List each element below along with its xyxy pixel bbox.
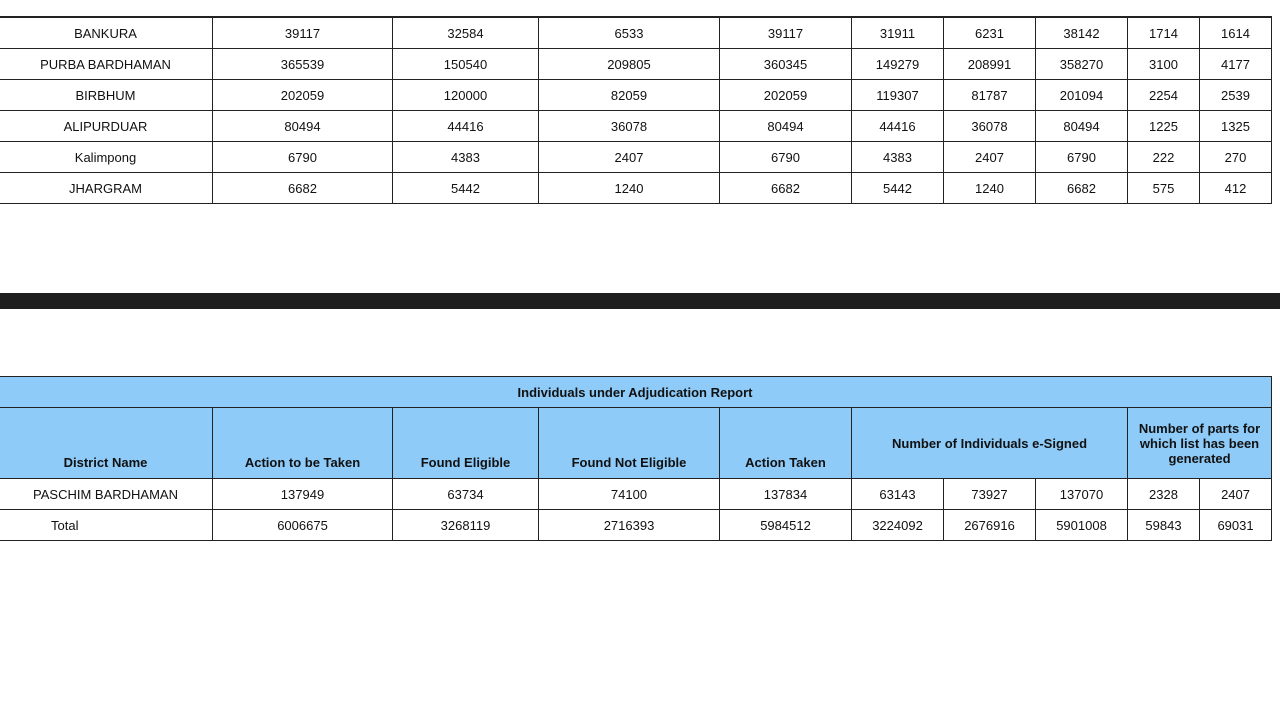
- column-header-e-signed: Number of Individuals e-Signed: [852, 408, 1128, 479]
- table-row: [0, 111, 1272, 142]
- table-cell: 2328: [1128, 479, 1200, 510]
- table-cell: 150540: [393, 49, 539, 80]
- table-cell: 412: [1200, 173, 1272, 204]
- table-cell: 360345: [720, 49, 852, 80]
- table-cell: 137949: [213, 479, 393, 510]
- table-cell: 358270: [1036, 49, 1128, 80]
- district-name-cell: Kalimpong: [0, 142, 213, 173]
- table-cell: 80494: [213, 111, 393, 142]
- district-name-cell: PURBA BARDHAMAN: [0, 49, 213, 80]
- district-name-cell: PASCHIM BARDHAMAN: [0, 479, 213, 510]
- table-cell: 3268119: [393, 510, 539, 541]
- table-cell: 1240: [539, 173, 720, 204]
- table-cell: 202059: [720, 80, 852, 111]
- table-cell: 119307: [852, 80, 944, 111]
- district-name-cell: BIRBHUM: [0, 80, 213, 111]
- table-cell: 149279: [852, 49, 944, 80]
- table-cell: 6790: [1036, 142, 1128, 173]
- adjudication-report-table: [0, 376, 1272, 541]
- table-cell: 1614: [1200, 17, 1272, 49]
- table-cell: 59843: [1128, 510, 1200, 541]
- table-cell: 575: [1128, 173, 1200, 204]
- table-cell: 6790: [213, 142, 393, 173]
- table-cell: 209805: [539, 49, 720, 80]
- table-cell: 1325: [1200, 111, 1272, 142]
- table-cell: 3224092: [852, 510, 944, 541]
- table-cell: 5984512: [720, 510, 852, 541]
- district-name-cell: JHARGRAM: [0, 173, 213, 204]
- table-cell: 5442: [393, 173, 539, 204]
- report-title: Individuals under Adjudication Report: [0, 377, 1272, 408]
- table-cell: 6682: [720, 173, 852, 204]
- table-cell: 222: [1128, 142, 1200, 173]
- table-cell: 137070: [1036, 479, 1128, 510]
- table-cell: 6682: [1036, 173, 1128, 204]
- table-cell: 32584: [393, 17, 539, 49]
- table-row: [0, 80, 1272, 111]
- table-cell: 5901008: [1036, 510, 1128, 541]
- table-cell: 4383: [852, 142, 944, 173]
- district-data-table: [0, 16, 1272, 204]
- total-row: [0, 510, 1272, 541]
- column-header-action-to-be-taken: Action to be Taken: [213, 408, 393, 479]
- table-cell: 38142: [1036, 17, 1128, 49]
- table-cell: 2716393: [539, 510, 720, 541]
- table-cell: 74100: [539, 479, 720, 510]
- district-name-cell: ALIPURDUAR: [0, 111, 213, 142]
- table-cell: 1240: [944, 173, 1036, 204]
- table-cell: 6682: [213, 173, 393, 204]
- table-row: [0, 142, 1272, 173]
- table-cell: 73927: [944, 479, 1036, 510]
- table-cell: 80494: [1036, 111, 1128, 142]
- table-cell: 63143: [852, 479, 944, 510]
- column-header-action-taken: Action Taken: [720, 408, 852, 479]
- table-cell: 36078: [944, 111, 1036, 142]
- column-header-district-name: District Name: [0, 408, 213, 479]
- table-cell: 137834: [720, 479, 852, 510]
- table-cell: 270: [1200, 142, 1272, 173]
- column-header-found-not-eligible: Found Not Eligible: [539, 408, 720, 479]
- table-cell: 202059: [213, 80, 393, 111]
- table-cell: 1714: [1128, 17, 1200, 49]
- table-cell: 39117: [720, 17, 852, 49]
- table-cell: 6231: [944, 17, 1036, 49]
- table-cell: 81787: [944, 80, 1036, 111]
- column-header-parts-generated: Number of parts for which list has been generated: [1128, 408, 1272, 479]
- table-row: [0, 17, 1272, 49]
- table-cell: 69031: [1200, 510, 1272, 541]
- table-cell: 44416: [393, 111, 539, 142]
- table-cell: 2407: [1200, 479, 1272, 510]
- table-cell: 63734: [393, 479, 539, 510]
- table-cell: 2539: [1200, 80, 1272, 111]
- table-cell: 82059: [539, 80, 720, 111]
- table-cell: 31911: [852, 17, 944, 49]
- table-row: [0, 49, 1272, 80]
- table-cell: 80494: [720, 111, 852, 142]
- table-cell: 3100: [1128, 49, 1200, 80]
- table-cell: 2407: [539, 142, 720, 173]
- table-cell: 44416: [852, 111, 944, 142]
- table-cell: 4177: [1200, 49, 1272, 80]
- table-cell: 6006675: [213, 510, 393, 541]
- table-cell: 201094: [1036, 80, 1128, 111]
- table-cell: 1225: [1128, 111, 1200, 142]
- table-cell: 120000: [393, 80, 539, 111]
- table-cell: 2407: [944, 142, 1036, 173]
- table-cell: 208991: [944, 49, 1036, 80]
- column-header-found-eligible: Found Eligible: [393, 408, 539, 479]
- page-divider: [0, 293, 1280, 309]
- table-row: [0, 173, 1272, 204]
- table-cell: 39117: [213, 17, 393, 49]
- table-cell: 6790: [720, 142, 852, 173]
- table-cell: 4383: [393, 142, 539, 173]
- table-cell: 365539: [213, 49, 393, 80]
- table-cell: 36078: [539, 111, 720, 142]
- table-row: [0, 479, 1272, 510]
- district-name-cell: BANKURA: [0, 17, 213, 49]
- table-cell: 2254: [1128, 80, 1200, 111]
- total-label-cell: Total: [0, 510, 213, 541]
- table-cell: 2676916: [944, 510, 1036, 541]
- table-cell: 5442: [852, 173, 944, 204]
- table-cell: 6533: [539, 17, 720, 49]
